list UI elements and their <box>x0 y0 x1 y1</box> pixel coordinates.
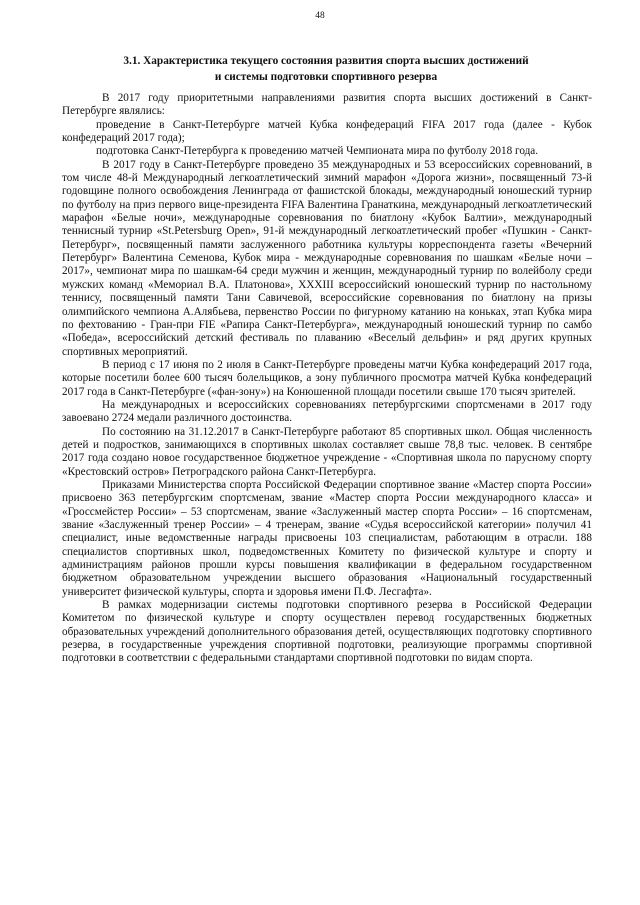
paragraph-sports-schools: По состоянию на 31.12.2017 в Санкт-Петербурге работают 85 спортивных школ. Общая численность детей и подростков, занимающихся в спортивных школах составляет свыше 78,8 тыс. человек. В сентябре 2017 года создано новое государственное бюджетное учреждение - «Спортивная школа по парусному спорту «Крестовский остров» Петроградского района Санкт-Петербурга. <box>62 425 592 478</box>
paragraph-intro: В 2017 году приоритетными направлениями развития спорта высших достижений в Санкт-Петербурге являлись: <box>62 92 592 118</box>
body-text <box>62 92 592 666</box>
paragraph-medals: На международных и всероссийских соревнованиях петербургскими спортсменами в 2017 году завоевано 2724 медали различного достоинства. <box>62 398 592 425</box>
paragraph-titles: Приказами Министерства спорта Российской Федерации спортивное звание «Мастер спорта России» присвоено 363 петербургским спортсменам, звание «Мастер спорта России международного класса» и «Гроссмейстер России» – 53 спортсменам, звание «Заслуженный мастер спорта России» – 16 спортсменам, звание «Заслуженный тренер России» – 4 тренерам, звание «Судья всероссийской категории» получил 41 специалист, иные ведомственные награды присвоены 103 специалистам, работающим в отрасли. 188 специалистов спортивных школ, подведомственных Комитету по физической культуре и спорту и администрациям районов прошли курсы повышения квалификации в федеральном государственном бюджетном образовательном учреждении высшего образования «Национальный государственный университет физической культуры, спорта и здоровья имени П.Ф. Лесгафта». <box>62 478 592 598</box>
section-title-line-1: 3.1. Характеристика текущего состояния развития спорта высших достижений <box>123 55 529 67</box>
section-title-line-2: и системы подготовки спортивного резерва <box>214 71 438 83</box>
paragraph-competitions: В 2017 году в Санкт-Петербурге проведено 35 международных и 53 всероссийских соревнований, в том числе 48-й Международный легкоатлетический зимний марафон «Дорога жизни», посвященный 73-й годовщине полного освобождения Ленинграда от фашистской блокады, международный юношеский турнир по футболу на приз первого вице-президента FIFA Валентина Гранаткина, международный легкоатлетический марафон «Белые ночи», международные соревнования по биатлону «Кубок Балтии», международный теннисный турнир «St.Petersburg Open», 91-й международный легкоатлетический пробег «Пушкин - Санкт-Петербург», посвященный памяти заслуженного работника культуры корреспондента газеты «Вечерний Петербург» Валентина Семенова, Кубок мира - международные соревнования по шашкам «Белые ночи – 2017», чемпионат мира по шашкам-64 среди мужчин и женщин, международный турнир по волейболу среди мужских команд «Мемориал В.А. Платонова», XXXIII всероссийский юношеский турнир по настольному теннису, посвященный памяти Тани Савичевой, всероссийские соревнования по биатлону на призы олимпийского чемпиона А.Алябьева, первенство России по фигурному катанию на коньках, этап Кубка мира по фехтованию - Гран-при FIE «Рапира Санкт-Петербурга», международный юношеский турнир по самбо «Победа», всероссийский детский фестиваль по плаванию «Веселый дельфин» и ряд других крупных спортивных мероприятий. <box>62 158 592 358</box>
paragraph-confederations-cup: В период с 17 июня по 2 июля в Санкт-Петербурге проведены матчи Кубка конфедераций 2017 года, которые посетили более 600 тысяч болельщиков, а зону публичного просмотра матчей Кубка конфедераций 2017 года в Санкт-Петербурге («фан-зону») на Конюшенной площади посетили свыше 170 тысяч зрителей. <box>62 358 592 398</box>
paragraph-priority-1: проведение в Санкт-Петербурге матчей Кубка конфедераций FIFA 2017 года (далее - Кубок конфедераций 2017 года); <box>62 118 592 145</box>
paragraph-priority-2: подготовка Санкт-Петербурга к проведению матчей Чемпионата мира по футболу 2018 года. <box>96 145 539 158</box>
paragraph-modernization: В рамках модернизации системы подготовки спортивного резерва в Российской Федерации Комитетом по физической культуре и спорту осуществлен перевод государственных бюджетных образовательных учреждений дополнительного образования детей, осуществляющих подготовку спортивного резерва, в государственные учреждения спортивной подготовки, реализующие программы спортивной подготовки в соответствии с федеральными стандартами спортивной подготовки по видам спорта. <box>62 599 592 665</box>
page-number: 48 <box>315 11 325 21</box>
section-heading <box>60 53 592 85</box>
